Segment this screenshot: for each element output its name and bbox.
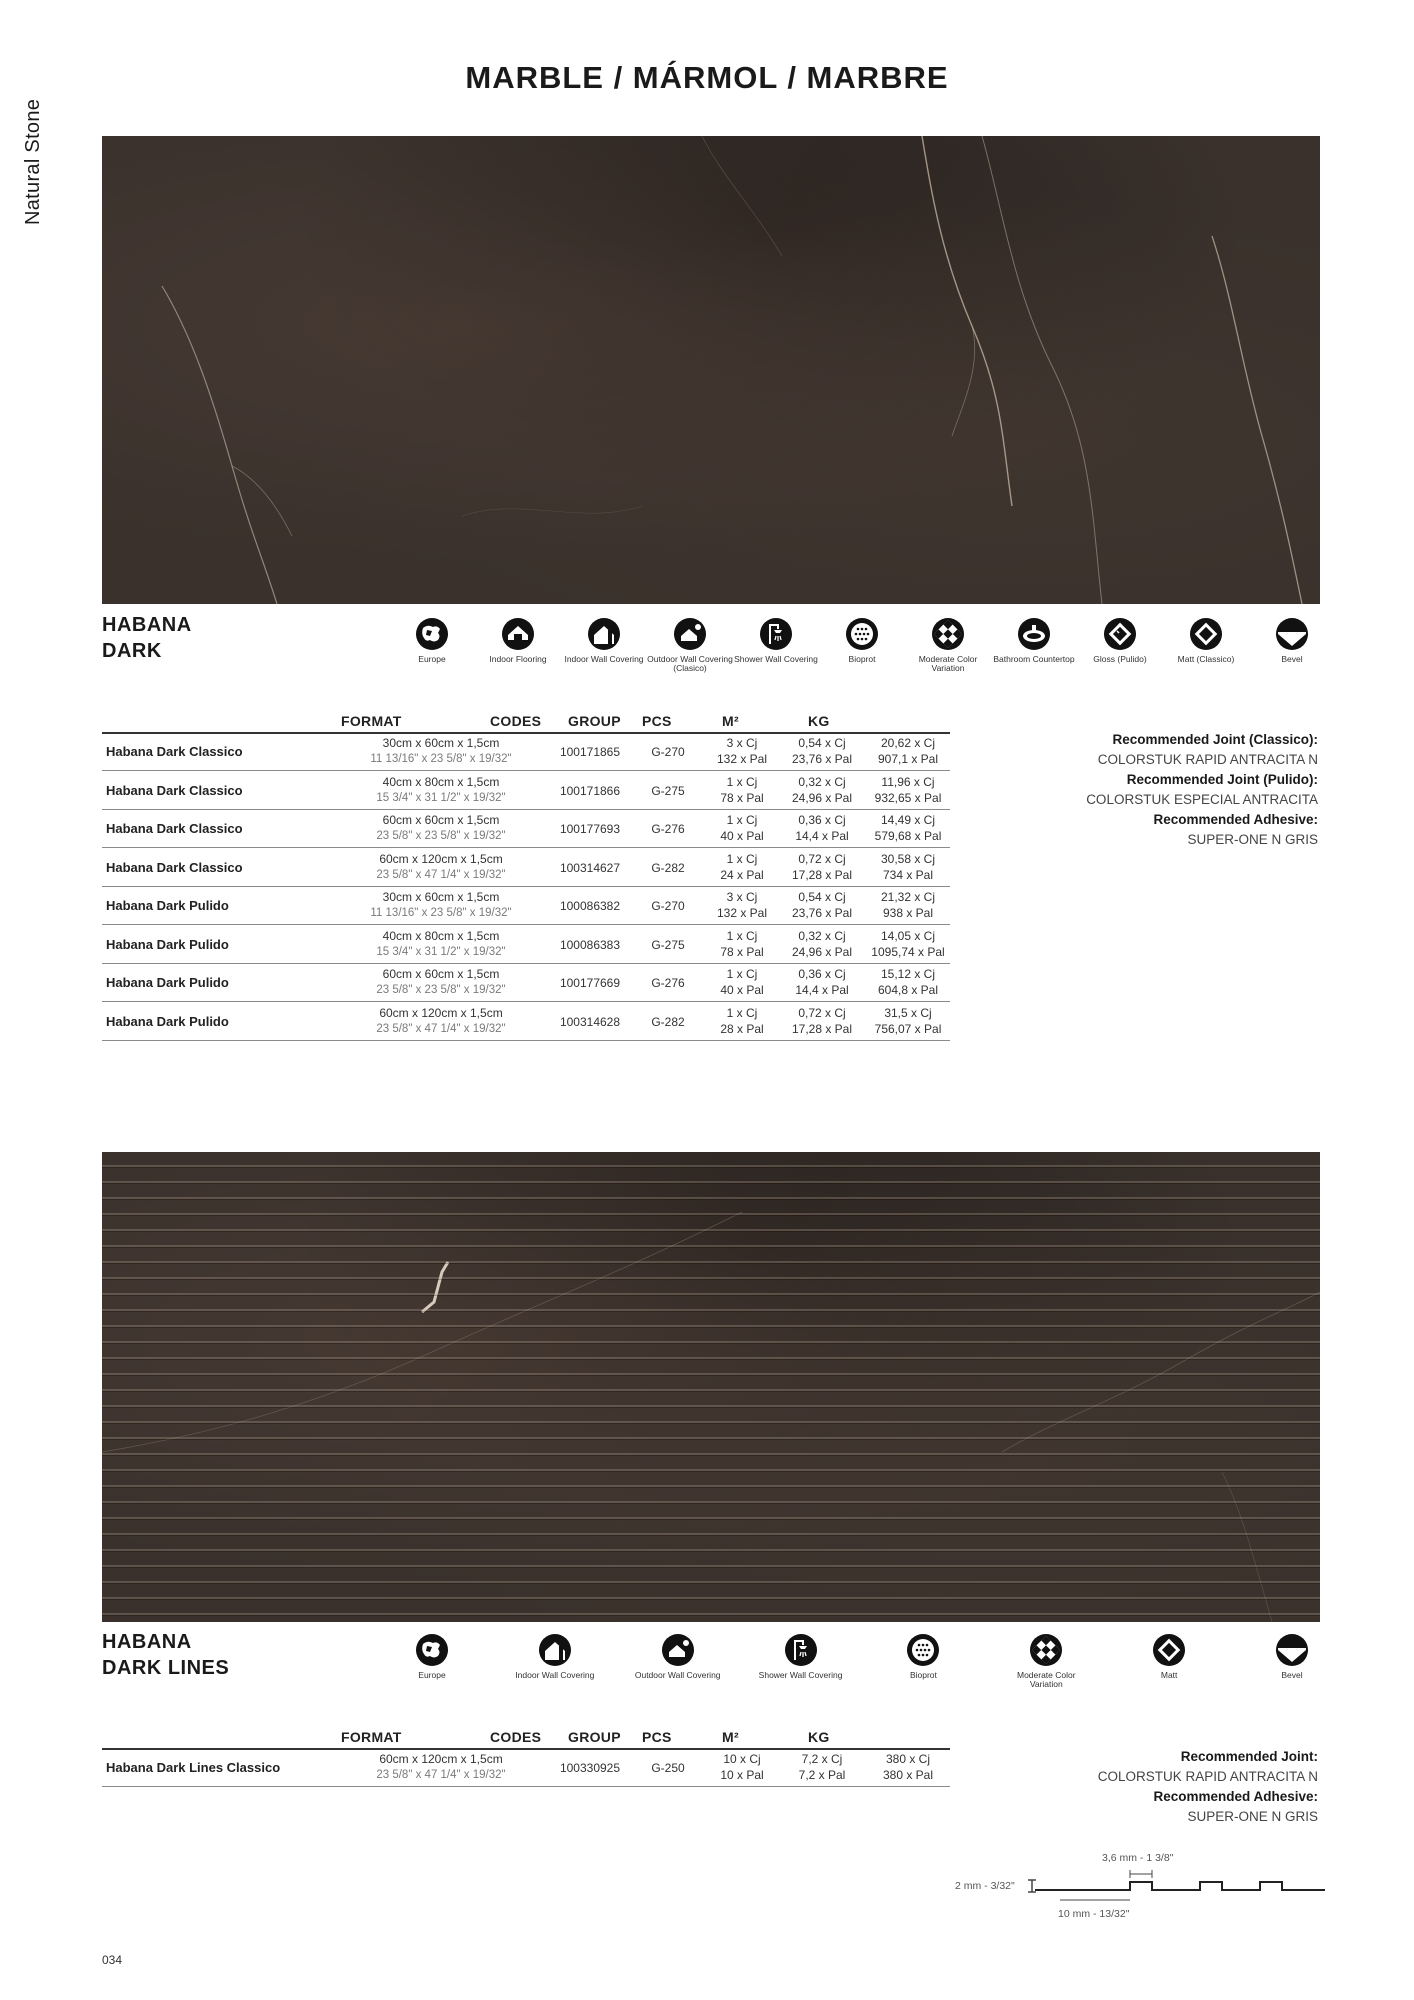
usage-icon-label: Indoor Wall Covering xyxy=(564,654,644,664)
row-format-metric: 40cm x 80cm x 1,5cm xyxy=(382,774,500,789)
row-format-imperial: 15 3/4" x 31 1/2" x 19/32" xyxy=(376,945,506,958)
product-name-habana-dark-lines xyxy=(102,1629,229,1681)
usage-icon-label: Bioprot xyxy=(848,654,876,664)
indoor-wall-covering-icon xyxy=(586,616,622,652)
row-kg-box: 380 x Cj xyxy=(885,1752,931,1766)
row-pcs-box: 10 x Cj xyxy=(723,1752,761,1766)
row-pcs-box: 1 x Cj xyxy=(726,928,758,943)
joint-label: Recommended Joint: xyxy=(1180,1749,1318,1764)
indoor-wall-covering-icon xyxy=(537,1632,573,1668)
row-rule xyxy=(102,770,950,771)
groove-profile-diagram xyxy=(930,1830,1330,1930)
header-pcs: PCS xyxy=(642,1729,672,1745)
header-group: GROUP xyxy=(568,1729,621,1745)
header-kg: KG xyxy=(808,1729,830,1745)
usage-icon-cell xyxy=(1001,1632,1091,1689)
row-m2-pallet: 23,76 x Pal xyxy=(791,752,853,766)
row-m2-pallet: 14,4 x Pal xyxy=(795,829,849,843)
moderate-color-variation-icon xyxy=(1028,1632,1064,1668)
row-format-imperial: 23 5/8" x 47 1/4" x 19/32" xyxy=(376,868,506,881)
row-rule xyxy=(102,924,950,925)
row-pcs-pallet: 40 x Pal xyxy=(720,983,764,997)
row-format-metric: 60cm x 120cm x 1,5cm xyxy=(379,851,503,866)
row-pcs-box: 1 x Cj xyxy=(726,967,758,981)
row-m2-box: 7,2 x Cj xyxy=(801,1752,843,1766)
row-description: Habana Dark Pulido xyxy=(106,975,229,990)
row-pcs-pallet: 24 x Pal xyxy=(720,867,764,882)
row-kg-pallet: 579,68 x Pal xyxy=(874,829,942,843)
row-pcs-box: 1 x Cj xyxy=(726,851,758,866)
indoor-flooring-icon xyxy=(500,616,536,652)
product-name-line2: DARK LINES xyxy=(102,1657,230,1679)
row-kg-box: 14,49 x Cj xyxy=(880,813,936,827)
usage-icon-label: Bathroom Countertop xyxy=(993,654,1075,664)
row-group: G-270 xyxy=(651,745,685,759)
usage-icon-cell xyxy=(731,616,821,664)
header-m2: M² xyxy=(722,1729,739,1745)
row-code: 100314627 xyxy=(559,860,621,875)
usage-icon-label: Europe xyxy=(418,1670,446,1680)
bevel-icon xyxy=(1274,1632,1310,1668)
row-rule xyxy=(102,1040,950,1041)
product-name-line1: HABANA xyxy=(102,1631,192,1653)
row-group: G-270 xyxy=(651,899,685,913)
row-group: G-282 xyxy=(651,1014,685,1029)
adhesive-value: SUPER-ONE N GRIS xyxy=(1187,1809,1318,1824)
moderate-color-variation-icon xyxy=(930,616,966,652)
row-code: 100171865 xyxy=(559,745,621,759)
row-m2-pallet: 24,96 x Pal xyxy=(791,790,853,805)
usage-icon-label: Matt xyxy=(1160,1670,1178,1680)
usage-icon-cell xyxy=(510,1632,600,1680)
row-format-metric: 60cm x 60cm x 1,5cm xyxy=(382,967,500,981)
product-name-habana-dark xyxy=(102,612,192,664)
row-kg-pallet: 938 x Pal xyxy=(882,906,934,920)
row-format-metric: 60cm x 120cm x 1,5cm xyxy=(379,1752,503,1766)
row-kg-box: 11,96 x Cj xyxy=(881,774,935,789)
row-description: Habana Dark Pulido xyxy=(106,936,229,952)
usage-icon-cell xyxy=(756,1632,846,1680)
row-format-metric: 30cm x 60cm x 1,5cm xyxy=(382,736,500,750)
product-name-line2: DARK xyxy=(102,640,162,662)
header-group: GROUP xyxy=(568,713,621,729)
row-pcs-pallet: 132 x Pal xyxy=(716,906,768,920)
row-m2-box: 0,36 x Cj xyxy=(798,967,846,981)
usage-icon-cell xyxy=(633,1632,723,1680)
usage-icon-cell xyxy=(559,616,649,664)
usage-icon-label: Gloss (Pulido) xyxy=(1093,654,1147,664)
row-m2-box: 0,72 x Cj xyxy=(798,1005,846,1020)
row-code: 100314628 xyxy=(559,1014,621,1029)
header-kg: KG xyxy=(808,713,830,729)
row-m2-box: 0,36 x Cj xyxy=(798,813,846,827)
product-name-line1: HABANA xyxy=(102,614,192,636)
usage-icon-cell xyxy=(1247,616,1337,664)
section-side-label: Natural Stone xyxy=(22,98,44,225)
adhesive-label: Recommended Adhesive: xyxy=(1153,1789,1318,1804)
usage-icon-label: Shower Wall Covering xyxy=(758,1670,843,1680)
usage-icon-label: Bevel xyxy=(1281,654,1303,664)
bevel-icon xyxy=(1274,616,1310,652)
shower-wall-covering-icon xyxy=(758,616,794,652)
row-kg-box: 14,05 x Cj xyxy=(880,928,936,943)
row-kg-box: 21,32 x Cj xyxy=(880,890,936,904)
row-code: 100177669 xyxy=(559,976,621,990)
usage-icon-label: Moderate Color Variation xyxy=(1016,1670,1076,1689)
row-pcs-pallet: 78 x Pal xyxy=(720,790,764,805)
row-pcs-box: 1 x Cj xyxy=(726,813,758,827)
usage-icon-cell xyxy=(878,1632,968,1680)
row-kg-box: 31,5 x Cj xyxy=(884,1005,932,1020)
usage-icon-label: Outdoor Wall Covering (Clasico) xyxy=(647,654,733,673)
adhesive-value: SUPER-ONE N GRIS xyxy=(1187,832,1318,847)
usage-icon-label: Outdoor Wall Covering xyxy=(634,1670,721,1680)
usage-icon-label: Shower Wall Covering xyxy=(734,654,818,664)
row-kg-pallet: 1095,74 x Pal xyxy=(871,944,945,959)
row-kg-pallet: 380 x Pal xyxy=(882,1768,934,1782)
usage-icon-cell xyxy=(1075,616,1165,664)
row-m2-pallet: 23,76 x Pal xyxy=(791,906,853,920)
usage-icon-cell xyxy=(645,616,735,673)
page-title: MARBLE / MÁRMOL / MARBRE xyxy=(465,60,949,95)
row-format-imperial: 11 13/16" x 23 5/8" x 19/32" xyxy=(370,907,512,919)
row-pcs-box: 1 x Cj xyxy=(726,1005,758,1020)
row-pcs-pallet: 78 x Pal xyxy=(720,944,764,959)
usage-icon-label: Matt (Classico) xyxy=(1177,654,1235,664)
usage-icon-label: Bevel xyxy=(1281,1670,1303,1680)
row-rule xyxy=(102,886,950,887)
matt-icon xyxy=(1151,1632,1187,1668)
row-format-imperial: 23 5/8" x 23 5/8" x 19/32" xyxy=(376,830,506,842)
row-kg-pallet: 907,1 x Pal xyxy=(877,752,939,766)
usage-icon-cell xyxy=(1124,1632,1214,1680)
usage-icon-cell xyxy=(1247,1632,1337,1680)
usage-icon-cell xyxy=(1161,616,1251,664)
profile-bottom-dimension: 10 mm - 13/32" xyxy=(1058,1908,1130,1920)
row-m2-box: 0,32 x Cj xyxy=(798,928,846,943)
row-m2-pallet: 14,4 x Pal xyxy=(795,983,849,997)
row-code: 100330925 xyxy=(559,1761,621,1775)
europe-icon xyxy=(414,616,450,652)
row-pcs-pallet: 132 x Pal xyxy=(716,752,768,766)
row-pcs-box: 3 x Cj xyxy=(726,890,758,904)
habana-dark-lines-recommendations xyxy=(1098,1747,1318,1827)
row-format-metric: 30cm x 60cm x 1,5cm xyxy=(382,890,500,904)
usage-icon-label: Indoor Wall Covering xyxy=(515,1670,595,1680)
row-group: G-275 xyxy=(651,937,685,952)
profile-left-dimension: 2 mm - 3/32" xyxy=(955,1880,1015,1892)
row-group: G-250 xyxy=(651,1761,685,1775)
row-format-metric: 40cm x 80cm x 1,5cm xyxy=(382,928,500,943)
usage-icon-cell xyxy=(387,616,477,664)
row-group: G-275 xyxy=(651,783,685,798)
outdoor-wall-covering-icon xyxy=(660,1632,696,1668)
usage-icon-label: Moderate Color Variation xyxy=(918,654,978,673)
usage-icon-label: Bioprot xyxy=(909,1670,937,1680)
matt-icon xyxy=(1188,616,1224,652)
row-format-imperial: 23 5/8" x 47 1/4" x 19/32" xyxy=(376,1022,506,1035)
joint-classico-value: COLORSTUK RAPID ANTRACITA N xyxy=(1097,752,1318,767)
joint-pulido-label: Recommended Joint (Pulido): xyxy=(1126,772,1318,787)
row-m2-pallet: 17,28 x Pal xyxy=(791,867,853,882)
row-kg-box: 20,62 x Cj xyxy=(880,736,936,750)
usage-icon-cell xyxy=(903,616,993,673)
header-m2: M² xyxy=(722,713,739,729)
row-kg-pallet: 932,65 x Pal xyxy=(874,790,942,805)
row-description: Habana Dark Classico xyxy=(106,859,243,875)
usage-icon-cell xyxy=(817,616,907,664)
row-description: Habana Dark Pulido xyxy=(106,1013,229,1029)
usage-icon-label: Europe xyxy=(418,654,446,664)
row-format-imperial: 23 5/8" x 47 1/4" x 19/32" xyxy=(376,1769,506,1781)
row-pcs-pallet: 40 x Pal xyxy=(720,829,764,843)
habana-dark-recommendations xyxy=(1086,730,1318,850)
row-m2-box: 0,54 x Cj xyxy=(798,890,846,904)
row-format-metric: 60cm x 120cm x 1,5cm xyxy=(379,1005,503,1020)
row-format-imperial: 11 13/16" x 23 5/8" x 19/32" xyxy=(370,753,512,765)
row-description: Habana Dark Pulido xyxy=(106,898,229,913)
row-group: G-276 xyxy=(651,822,685,836)
row-rule xyxy=(102,847,950,848)
bioprot-icon xyxy=(844,616,880,652)
habana-dark-marble-image xyxy=(102,136,1320,604)
row-kg-pallet: 604,8 x Pal xyxy=(877,983,939,997)
row-m2-box: 0,72 x Cj xyxy=(798,851,846,866)
header-format: FORMAT xyxy=(341,1729,402,1745)
usage-icon-cell xyxy=(989,616,1079,664)
row-m2-pallet: 7,2 x Pal xyxy=(798,1768,846,1782)
bathroom-countertop-icon xyxy=(1016,616,1052,652)
row-format-imperial: 23 5/8" x 23 5/8" x 19/32" xyxy=(376,984,506,996)
outdoor-wall-covering-icon xyxy=(672,616,708,652)
shower-wall-covering-icon xyxy=(783,1632,819,1668)
gloss-icon xyxy=(1102,616,1138,652)
row-m2-pallet: 24,96 x Pal xyxy=(791,944,853,959)
row-format-imperial: 15 3/4" x 31 1/2" x 19/32" xyxy=(376,791,506,804)
europe-icon xyxy=(414,1632,450,1668)
table-header-rule xyxy=(102,732,950,734)
row-m2-pallet: 17,28 x Pal xyxy=(791,1021,853,1036)
page-number: 034 xyxy=(102,1953,123,1967)
row-rule xyxy=(102,963,950,964)
row-pcs-pallet: 10 x Pal xyxy=(720,1768,764,1782)
adhesive-label: Recommended Adhesive: xyxy=(1153,812,1318,827)
row-m2-box: 0,32 x Cj xyxy=(798,774,846,789)
joint-value: COLORSTUK RAPID ANTRACITA N xyxy=(1097,1769,1318,1784)
row-pcs-box: 3 x Cj xyxy=(726,736,758,750)
row-group: G-282 xyxy=(651,860,685,875)
row-rule xyxy=(102,1786,950,1787)
usage-icon-cell xyxy=(473,616,563,664)
row-kg-box: 15,12 x Cj xyxy=(880,967,936,981)
row-description: Habana Dark Lines Classico xyxy=(106,1760,281,1775)
header-codes: CODES xyxy=(490,1729,542,1745)
row-code: 100171866 xyxy=(559,783,621,798)
table-header-rule xyxy=(102,1748,950,1750)
habana-dark-lines-marble-image xyxy=(102,1152,1320,1622)
row-description: Habana Dark Classico xyxy=(106,744,243,759)
row-rule xyxy=(102,809,950,810)
bioprot-icon xyxy=(905,1632,941,1668)
row-rule xyxy=(102,1001,950,1002)
row-pcs-box: 1 x Cj xyxy=(726,774,758,789)
usage-icon-cell xyxy=(387,1632,477,1680)
row-pcs-pallet: 28 x Pal xyxy=(720,1021,764,1036)
row-description: Habana Dark Classico xyxy=(106,821,243,836)
header-codes: CODES xyxy=(490,713,542,729)
header-pcs: PCS xyxy=(642,713,672,729)
row-code: 100086382 xyxy=(559,899,621,913)
row-m2-box: 0,54 x Cj xyxy=(798,736,846,750)
row-code: 100177693 xyxy=(559,822,621,836)
usage-icon-label: Indoor Flooring xyxy=(489,654,547,664)
row-description: Habana Dark Classico xyxy=(106,782,243,798)
profile-top-dimension: 3,6 mm - 1 3/8" xyxy=(1102,1852,1174,1864)
row-kg-box: 30,58 x Cj xyxy=(880,851,936,866)
joint-classico-label: Recommended Joint (Classico): xyxy=(1112,732,1318,747)
row-kg-pallet: 734 x Pal xyxy=(882,867,934,882)
row-format-metric: 60cm x 60cm x 1,5cm xyxy=(382,813,500,827)
row-group: G-276 xyxy=(651,976,685,990)
row-code: 100086383 xyxy=(559,937,621,952)
row-kg-pallet: 756,07 x Pal xyxy=(874,1021,942,1036)
header-format: FORMAT xyxy=(341,713,402,729)
joint-pulido-value: COLORSTUK ESPECIAL ANTRACITA xyxy=(1086,792,1318,807)
